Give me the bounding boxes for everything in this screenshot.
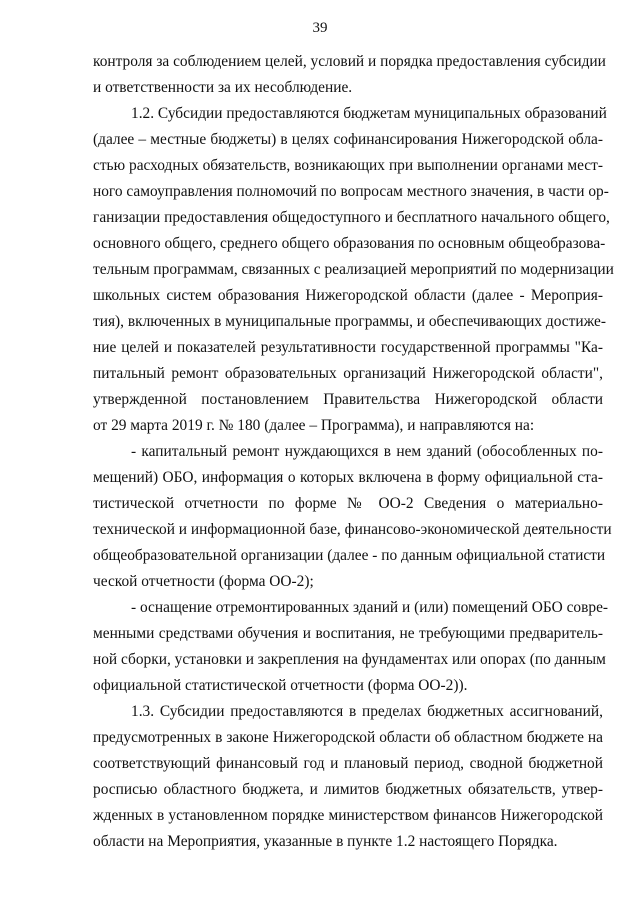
text-line: тия), включенных в муниципальные программы, и обеспечивающих достиже- bbox=[93, 313, 606, 330]
text-line: утвержденной постановлением Правительства Нижегородской области bbox=[93, 391, 603, 408]
page-number: 39 bbox=[312, 20, 328, 36]
text-line: ние целей и показателей результативности государственной программы "Ка- bbox=[93, 339, 603, 356]
text-line: официальной статистической отчетности (форма ОО-2)). bbox=[93, 677, 468, 694]
text-line: основного общего, среднего общего образования по основным общеобразова- bbox=[93, 235, 606, 252]
text-line: ганизации предоставления общедоступного и бесплатного начального общего, bbox=[93, 209, 610, 226]
text-line: ной сборки, установки и закрепления на фундаментах или опорах (по данным bbox=[93, 651, 606, 668]
text-line: росписью областного бюджета, и лимитов бюджетных обязательств, утвер- bbox=[93, 781, 603, 798]
text-line: мещений) ОБО, информация о которых включена в форму официальной ста- bbox=[93, 469, 603, 486]
text-line: ческой отчетности (форма ОО-2); bbox=[93, 573, 314, 590]
text-line: 1.3. Субсидии предоставляются в пределах бюджетных ассигнований, bbox=[131, 703, 603, 720]
text-line: контроля за соблюдением целей, условий и порядка предоставления субсидии bbox=[93, 53, 606, 70]
text-line: (далее – местные бюджеты) в целях софинансирования Нижегородской обла- bbox=[93, 131, 603, 148]
text-line: общеобразовательной организации (далее - по данным официальной статисти bbox=[93, 547, 606, 564]
text-line: ного самоуправления полномочий по вопросам местного значения, в части ор- bbox=[93, 183, 609, 200]
text-line: тельным программам, связанных с реализацией мероприятий по модернизации bbox=[93, 261, 614, 278]
text-line: тистической отчетности по форме № ОО-2 Сведения о материально- bbox=[93, 495, 603, 512]
text-line: питальный ремонт образовательных организаций Нижегородской области", bbox=[93, 365, 603, 382]
text-line: области на Мероприятия, указанные в пункте 1.2 настоящего Порядка. bbox=[93, 833, 558, 850]
text-line: жденных в установленном порядке министерством финансов Нижегородской bbox=[93, 807, 603, 824]
text-line: - оснащение отремонтированных зданий и (или) помещений ОБО совре- bbox=[131, 599, 609, 616]
text-line: стью расходных обязательств, возникающих при выполнении органами мест- bbox=[93, 157, 603, 174]
text-line: 1.2. Субсидии предоставляются бюджетам муниципальных образований bbox=[131, 105, 607, 122]
text-line: технической и информационной базе, финансово-экономической деятельности bbox=[93, 521, 612, 538]
text-line: соответствующий финансовый год и плановый период, сводной бюджетной bbox=[93, 755, 603, 772]
text-line: и ответственности за их несоблюдение. bbox=[93, 79, 353, 96]
text-line: школьных систем образования Нижегородской области (далее - Мероприя- bbox=[93, 287, 603, 304]
text-line: от 29 марта 2019 г. № 180 (далее – Программа), и направляются на: bbox=[93, 417, 535, 434]
text-line: - капитальный ремонт нуждающихся в нем зданий (обособленных по- bbox=[131, 443, 603, 460]
text-line: менными средствами обучения и воспитания, не требующими предваритель- bbox=[93, 625, 603, 642]
text-line: предусмотренных в законе Нижегородской области об областном бюджете на bbox=[93, 729, 603, 746]
